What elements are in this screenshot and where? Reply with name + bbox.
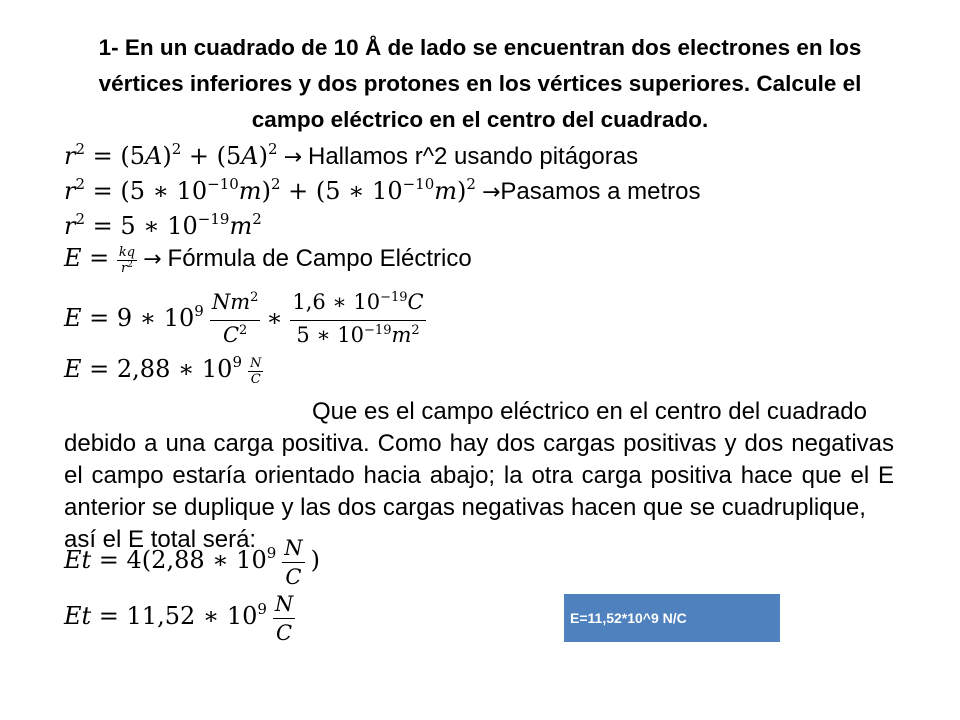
problem-line-1: 1- En un cuadrado de 10 Å de lado se encuentran dos electrones en los	[98, 35, 862, 60]
fraction-n-over-c: $\frac{N}{C}$	[284, 536, 303, 589]
equation-field-result: E = 2,88 ∗ $10^9$ $\frac{N}{C}$	[64, 353, 262, 387]
equation-meters	[64, 177, 700, 206]
explanation-last-line: así el E total será:	[64, 526, 257, 553]
explanation-paragraph	[64, 396, 894, 556]
explanation-body: debido a una carga positiva. Como hay dos cargas positivas y dos negativas el campo estaría orientado hacia abajo; la otra carga positiva hace que el E anterior se duplique y las dos cargas negativas hacen que se cuadruplique,	[64, 430, 894, 521]
arrow-icon: →	[481, 180, 501, 205]
pythagoras-note: Hallamos r^2 usando pitágoras	[308, 143, 639, 170]
equation-pythagoras-math: $r^2 = (5A)^2 + (5A)^2$	[64, 140, 278, 170]
equation-pythagoras	[64, 142, 638, 171]
result-box: E=11,52*10^9 N/C	[564, 594, 780, 642]
equation-meters-math: $r^2 = (5$ ∗ $10^{-10}m)^2 + (5$ ∗ $10^{-10}m)^2$	[64, 175, 476, 205]
field-formula-note: Fórmula de Campo Eléctrico	[167, 245, 472, 272]
equation-substitution: E = 9 ∗ $10^9$ $\frac{Nm^2}{C^2}$ ∗ $\frac{1,6 ∗ 10^{-19}C}{5 ∗ 10^{-19}m^2}$	[64, 288, 426, 353]
problem-line-2: vértices inferiores y dos protones en los vértices superiores. Calcule el	[98, 71, 862, 96]
fraction-kq-over-r2: $\frac{kq}{r^2}$	[118, 244, 136, 276]
fraction-units-nm2-c2: $\frac{Nm^2}{C^2}$	[210, 288, 261, 353]
fraction-n-over-c: $\frac{N}{C}$	[274, 592, 294, 645]
problem-line-3: campo eléctrico en el centro del cuadrado.	[251, 107, 709, 132]
equation-total-field: Et = 4(2,88 ∗ $10^9$ $\frac{N}{C}$ )	[64, 536, 321, 589]
arrow-icon: →	[283, 145, 302, 170]
arrow-icon: →	[143, 247, 162, 272]
meters-note: Pasamos a metros	[500, 178, 701, 205]
explanation-lead: Que es el campo eléctrico en el centro del cuadrado	[312, 398, 867, 425]
problem-statement	[60, 30, 900, 138]
equation-total-result: Et = 11,52 ∗ $10^9$ $\frac{N}{C}$	[64, 592, 294, 645]
equation-r-squared: $r^2 = 5$ ∗ $10^{-19}m^2$	[64, 210, 262, 240]
fraction-n-over-c: $\frac{N}{C}$	[250, 355, 262, 387]
fraction-charge-over-r2: $\frac{1,6 ∗ 10^{-19}C}{5 ∗ 10^{-19}m^2}$	[290, 288, 425, 353]
equation-field-formula: E = $\frac{kq}{r^2}$ → Fórmula de Campo Eléctrico	[64, 244, 472, 276]
